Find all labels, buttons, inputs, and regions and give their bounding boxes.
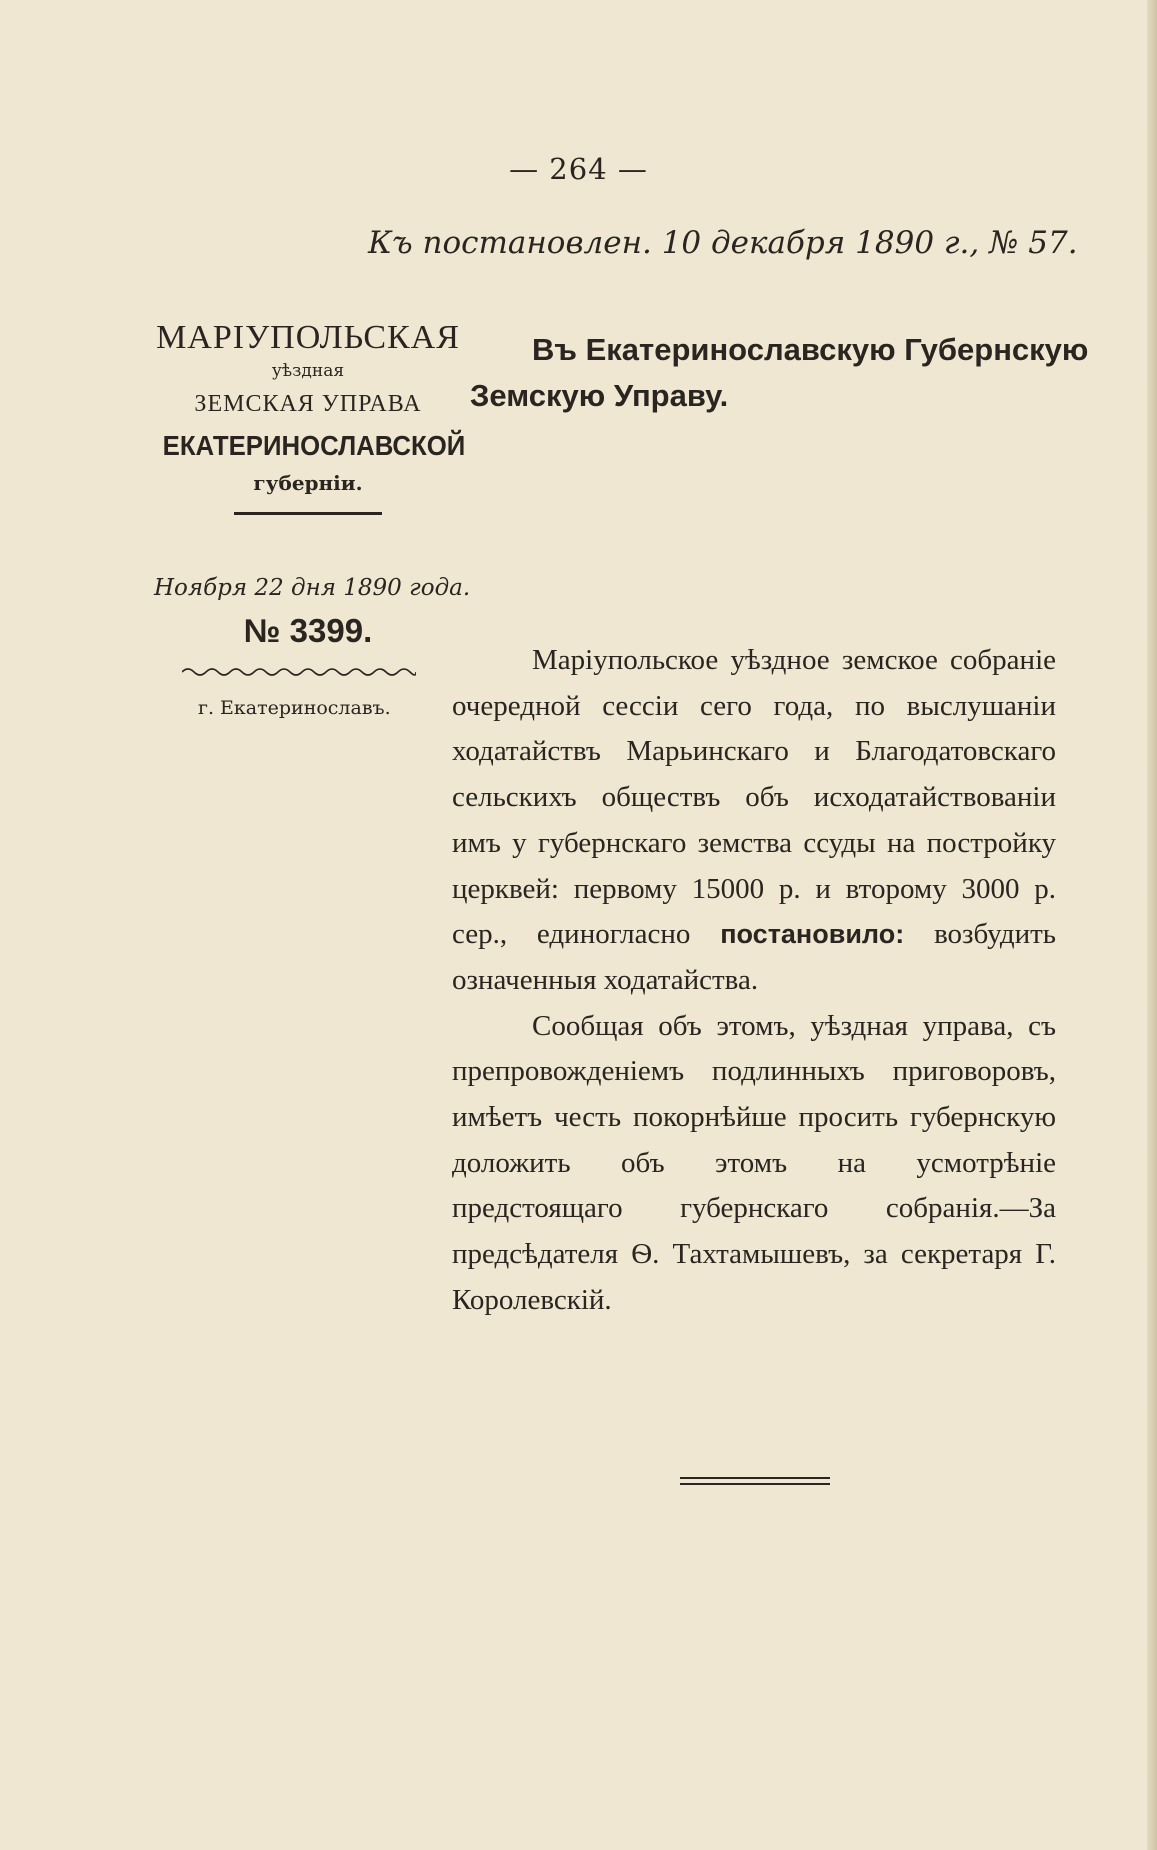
page-edge — [1147, 0, 1157, 1850]
decree-word: постановило: — [720, 919, 905, 950]
paragraph-1-start: Маріупольское уѣздное земское собраніе очередной сессіи сего года, по выслушаніи ходатайствъ Марьинскаго и Благодатовскаго сельскихъ обществъ объ исходатайствованіи имъ у губернскаго земства ссуды на постройку церквей: первому 15000 р. и второму 3000 р. сер., единогласно — [452, 644, 1056, 951]
document-date: Ноября 22 дня 1890 года. — [154, 575, 471, 601]
paragraph-2: Сообщая объ этомъ, уѣздная управа, съ препровожденіемъ подлинныхъ приговоровъ, имѣетъ честь покорнѣйше просить губернскую доложить объ этомъ на усмотрѣніе предстоящаго губернскаго собранія.—За предсѣдателя Ѳ. Тахтамышевъ, за секретаря Г. Королевскій. — [452, 1009, 1056, 1316]
sender-board: ЗЕМСКАЯ УПРАВА — [194, 391, 422, 417]
addressee-line-1: Въ Екатеринославскую Губернскую — [532, 332, 1089, 367]
reference-line: Къ постановлен. 10 декабря 1890 г., № 57. — [368, 225, 1078, 261]
city-line: г. Екатеринославъ. — [198, 697, 391, 719]
paragraph-1-end: возбудить означенныя ходатайства. — [452, 918, 1057, 996]
wavy-ornament — [182, 666, 416, 678]
addressee-line-2: Земскую Управу. — [470, 378, 729, 413]
sender-org: МАРІУПОЛЬСКАЯ — [156, 319, 460, 356]
end-double-rule — [680, 1477, 830, 1489]
sender-type: уѣздная — [271, 361, 345, 381]
addressee-block — [470, 327, 1089, 419]
sender-block — [150, 318, 466, 515]
document-number: № 3399. — [243, 612, 373, 649]
letter-body — [452, 638, 1056, 1324]
sender-divider — [234, 512, 382, 515]
paragraph-1 — [452, 638, 1056, 1004]
page-number: — 264 — — [509, 152, 648, 186]
sender-province: ЕКАТЕРИНОСЛАВСКОЙ — [162, 430, 466, 461]
sender-gubernia: губерніи. — [253, 471, 363, 495]
